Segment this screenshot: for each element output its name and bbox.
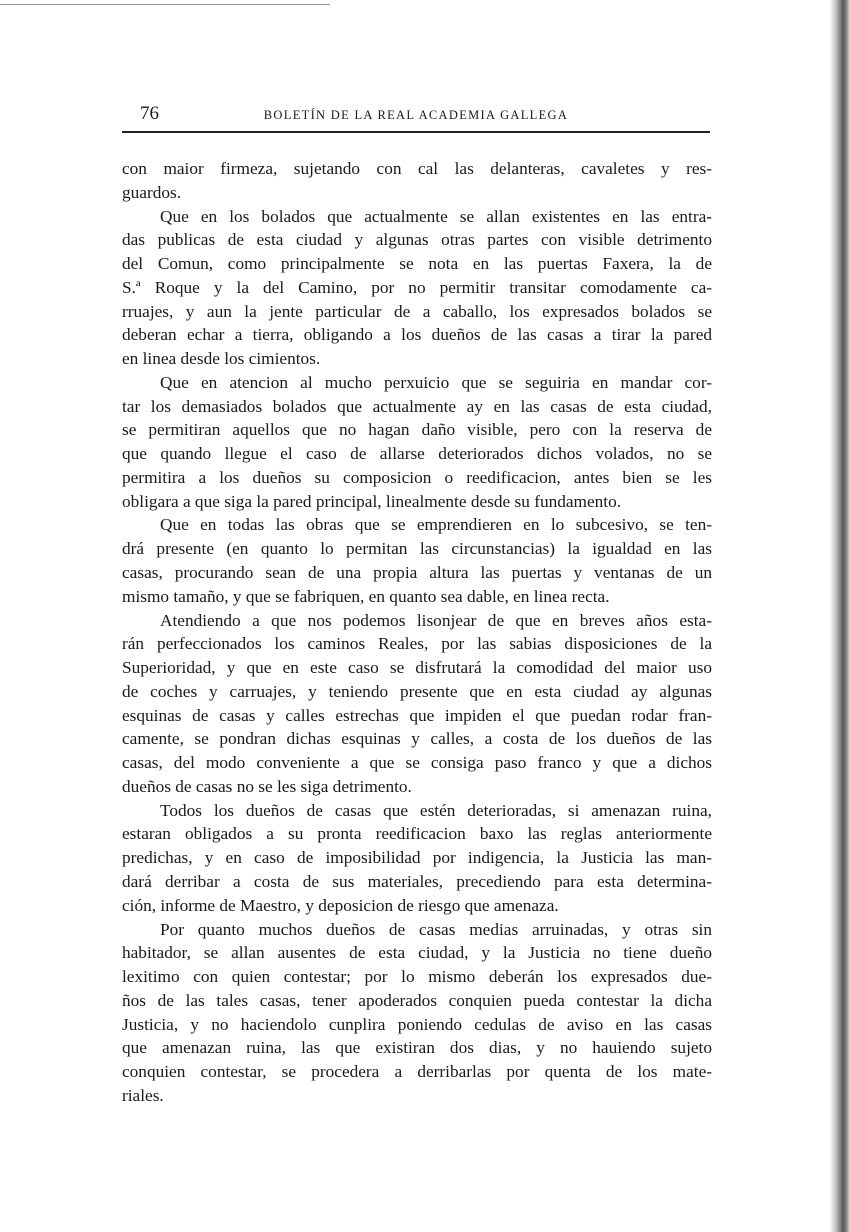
text-line: casas, del modo conveniente a que se consiga paso franco y que a dichos <box>122 753 712 773</box>
text-line: Atendiendo a que nos podemos lisonjear de que en breves años esta- <box>160 610 712 630</box>
header-rule <box>122 131 710 133</box>
text-line: Que en atencion al mucho perxuicio que se seguiria en mandar cor- <box>160 372 712 392</box>
text-line: predichas, y en caso de imposibilidad por indigencia, la Justicia las man- <box>122 848 712 868</box>
text-line: obligara a que siga la pared principal, linealmente desde su fundamento. <box>122 491 622 511</box>
text-line: Por quanto muchos dueños de casas medias arruinadas, y otras sin <box>160 919 712 939</box>
text-line: mismo tamaño, y que se fabriquen, en quanto sea dable, en linea recta. <box>122 586 610 606</box>
text-line: que amenazan ruina, las que existiran dos dias, y no hauiendo sujeto <box>122 1038 712 1058</box>
page-number: 76 <box>140 103 159 124</box>
text-line: de coches y carruajes, y teniendo presente que en esta ciudad ay algunas <box>122 681 712 701</box>
paragraph <box>122 513 712 608</box>
running-title: BOLETÍN DE LA REAL ACADEMIA GALLEGA <box>263 108 569 122</box>
page-header <box>122 103 710 133</box>
text-line: en linea desde los cimientos. <box>122 349 321 369</box>
text-line: con maior firmeza, sujetando con cal las delanteras, cavaletes y res- <box>122 159 712 178</box>
text-line: se permitiran aquellos que no hagan daño visible, pero con la reserva de <box>122 420 712 440</box>
paragraph <box>122 371 712 514</box>
text-line: habitador, se allan ausentes de esta ciudad, y la Justicia no tiene dueño <box>122 943 712 963</box>
text-line: Que en todas las obras que se emprendieren en lo subcesivo, se ten- <box>160 515 712 535</box>
text-line: camente, se pondran dichas esquinas y calles, a costa de los dueños de las <box>122 729 712 749</box>
paragraph <box>122 609 712 799</box>
text-line: del Comun, como principalmente se nota en las puertas Faxera, la de <box>122 254 712 274</box>
scan-edge-line <box>0 4 330 5</box>
text-line: lexitimo con quien contestar; por lo mismo deberán los expresados due- <box>122 967 712 987</box>
text-line: dueños de casas no se les siga detrimento. <box>122 776 412 796</box>
text-line: dará derribar a costa de sus materiales, precediendo para esta determina- <box>122 871 712 891</box>
text-line: Superioridad, y que en este caso se disfrutará la comodidad del maior uso <box>122 658 712 678</box>
paragraph <box>122 799 712 918</box>
text-line: ción, informe de Maestro, y deposicion de riesgo que amenaza. <box>122 895 559 915</box>
text-line: rruajes, y aun la jente particular de a caballo, los expresados bolados se <box>122 301 712 321</box>
text-line: permitira a los dueños su composicion o reedificacion, antes bien se les <box>122 467 712 487</box>
text-line: deberan echar a tierra, obligando a los dueños de las casas a tirar la pared <box>122 325 712 345</box>
text-line: conquien contestar, se procedera a derribarlas por quenta de los mate- <box>122 1062 712 1082</box>
paragraph <box>122 157 712 205</box>
book-binding-edge <box>816 0 850 1232</box>
paragraph <box>122 205 712 371</box>
text-line: que quando llegue el caso de allarse deteriorados dichos volados, no se <box>122 444 712 464</box>
text-line: esquinas de casas y calles estrechas que impiden el que puedan rodar fran- <box>122 705 712 725</box>
text-line: estaran obligados a su pronta reedificacion baxo las reglas anteriormente <box>122 824 712 844</box>
text-line: Que en los bolados que actualmente se allan existentes en las entra- <box>160 206 712 226</box>
text-line: riales. <box>122 1085 164 1105</box>
text-line: ños de las tales casas, tener apoderados conquien pueda contestar la dicha <box>122 990 712 1010</box>
text-line: das publicas de esta ciudad y algunas otras partes con visible detrimento <box>122 230 712 250</box>
text-line: rán perfeccionados los caminos Reales, por las sabias disposiciones de la <box>122 634 712 654</box>
page-body <box>122 157 712 1108</box>
text-line: casas, procurando sean de una propia altura las puertas y ventanas de un <box>122 563 712 583</box>
text-line: Justicia, y no haciendolo cunplira poniendo cedulas de aviso en las casas <box>122 1014 712 1034</box>
text-line: tar los demasiados bolados que actualmente ay en las casas de esta ciudad, <box>122 396 712 416</box>
paragraph <box>122 918 712 1108</box>
text-line: drá presente (en quanto lo permitan las circunstancias) la igualdad en las <box>122 539 712 559</box>
text-line: Todos los dueños de casas que estén deterioradas, si amenazan ruina, <box>160 800 712 820</box>
text-line: S.ª Roque y la del Camino, por no permitir transitar comodamente ca- <box>122 277 712 297</box>
text-line: guardos. <box>122 182 182 202</box>
